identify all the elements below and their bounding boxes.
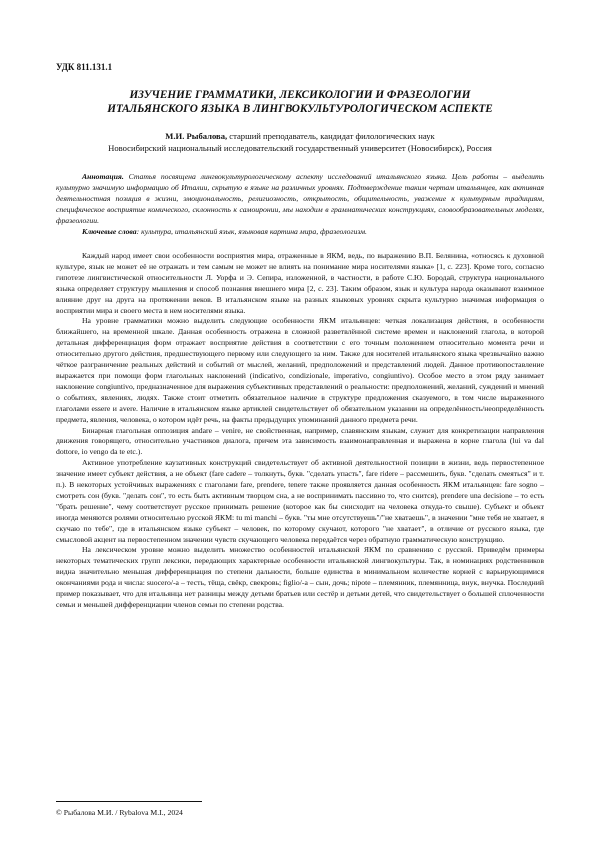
- body-paragraph-3: Бинарная глагольная оппозиция andare – venire, не свойственная, например, славянским языкам, служит для конкретизации направления движения говорящего, относительно участников диалога, причем эта зависимость взаимонаправленная и выражена в корне глагола (lui va dal dottore, io vengo da te etc.).: [56, 425, 544, 457]
- udk-code: УДК 811.131.1: [56, 62, 113, 72]
- abstract-text: Статья посвящена лингвокультурологическому аспекту исследований итальянского языка. Цель работы – выделить культурно значимую информацию об Италии, скрытую в языке на различных уровнях. Подтверждение таким чертам итальянцев, как активная деятельностная позиция в жизни, эмоциональность, религиозность, открытость, общительность, уважение к культурным традициям, специфическое восприятие комического, склонность к самоиронии, мы находим в грамматических конструкциях, словообразовательных моделях, фразеологии.: [56, 172, 544, 225]
- body-paragraph-5: На лексическом уровне можно выделить множество особенностей итальянской ЯКМ по сравнению с русской. Приведём примеры некоторых тематических групп лексики, передающих характерные особенности итальянской лингвокультуры. Так, в номинациях родственников видна значительно меньшая дифференциация по степени дальности, больше единства в минимальном количестве корней с варьирующимися окончаниями рода и числа: suocero/-a – тесть, тёща, свёкр, свекровь; figlio/-a – сын, дочь; nipote – племянник, племянница, внук, внучка. Последний пример показывает, что для итальянца нет разницы между детьми братьев или сестёр и детьми детей, что свидетельствует о большей сплоченности семьи и меньшей дифференциации членов семьи по степени родства.: [56, 545, 544, 609]
- author-name: М.И. Рыбалова,: [165, 131, 228, 141]
- keywords-label: Ключевые слова: [82, 227, 137, 236]
- body-paragraph-1: Каждый народ имеет свои особенности восприятия мира, отраженные в ЯКМ, ведь, по выражению В.П. Белянина, «относясь к духовной культуре, язык не может её не отражать и тем самым не может не влиять на понимание мира носителями языка» [1, с. 223]. Кроме того, согласно гипотезе лингвистической относительности Л. Уорфа и Э. Сепира, изложенной, в частности, в работе С.Ю. Бородай, структура национального языка определяет структуру мышления и способ познания внешнего мира [2, с. 23]. Таким образом, язык и культура народа оказывают взаимное влияние друг на друга на протяжении веков. В итальянском языке на разных языковых уровнях скрыта культурно значимая информация о восприятии мира и своего места в нем носителями языка.: [56, 251, 544, 315]
- author-position: старший преподаватель, кандидат филологических наук: [227, 131, 435, 141]
- author-line: [56, 130, 544, 142]
- title-line-1: ИЗУЧЕНИЕ ГРАММАТИКИ, ЛЕКСИКОЛОГИИ И ФРАЗЕОЛОГИИ: [129, 89, 471, 101]
- copyright-footnote: © Рыбалова М.И. / Rybalova M.I., 2024: [56, 808, 183, 817]
- abstract: [56, 171, 544, 226]
- title-line-2: ИТАЛЬЯНСКОГО ЯЗЫКА В ЛИНГВОКУЛЬТУРОЛОГИЧЕСКОМ АСПЕКТЕ: [107, 103, 493, 115]
- article: [56, 62, 544, 611]
- author-affiliation: Новосибирский национальный исследовательский государственный университет (Новосибирск), Россия: [108, 143, 492, 153]
- keywords: [56, 226, 544, 237]
- body-paragraph-4: Активное употребление каузативных конструкций свидетельствует об активной деятельностной позиции в жизни, ведь первостепенное значение имеет субъект действия, а не объект (fare cadere – толкнуть, букв. "сделать упасть", fare ridere – рассмешить, букв. "сделать смеяться" и т. п.). В некоторых устойчивых выражениях с глаголами fare, prendere, tenere также проявляется данная особенность ЯКМ итальянцев: fare sogno – смотреть сон (букв. "делать сон", то есть быть активным творцом сна, а не воспринимать пассивно то, что снится), prendere una decisione – то есть "брать решение", чему соответствует русское принимать решение (которое как бы снисходит на человека откуда-то свыше). Субъект и объект иногда меняются ролями относительно русской ЯКМ: tu mi manchi – букв. "ты мне отсутствуешь"/"не хватаешь", в значении "мне тебя не хватает, я скучаю по тебе", где в итальянском языке субъект – человек, по которому скучают, которого "не хватает", в отличие от русского языка, где смысловой акцент на первостепенном значении чувств скучающего человека передаётся через обратную грамматическую конструкцию.: [56, 458, 544, 544]
- keywords-text: : культура, итальянский язык, языковая картина мира, фразеологизм.: [136, 227, 367, 236]
- article-title: [56, 88, 544, 116]
- body-paragraph-2: На уровне грамматики можно выделить следующие особенности ЯКМ итальянцев: четкая локализация действия, в особенности ближайшего, на временной шкале. Данная особенность отражена в сложной разветвлённой системе времен и наклонений глагола, в которой детальная дифференциация форм отражает восприятие действия в соответствии с его точным положением относительно момента речи и относительно другого действия, предшествующего первому или следующего за ним. Также для носителей итальянского языка чрезвычайно важно чёткое разграничение реальных действий и событий от мыслей, желаний, предположений и представлений людей. Данное противопоставление выражается при помощи форм глагольных наклонений (indicativo, condizionale, imperativo, congiuntivo). Особое место в этом ряду занимает наклонение congiuntivo, предназначенное для выражения субъективных представлений о реальности: предположений, желаний, суждений и мнений о событиях, явлениях, людях. Также стоит отметить обязательное наличие в структуре предложения сказуемого, в том числе выраженного глаголами essere и avere. Наличие в итальянском языке артиклей свидетельствует об обязательном указании на определённость/неопределённость предмета, явления, человека, о котором идёт речь, на факты предыдущих упоминаний данного предмета речи.: [56, 316, 544, 424]
- footnote-divider: [56, 801, 202, 802]
- abstract-label: Аннотация.: [82, 172, 124, 181]
